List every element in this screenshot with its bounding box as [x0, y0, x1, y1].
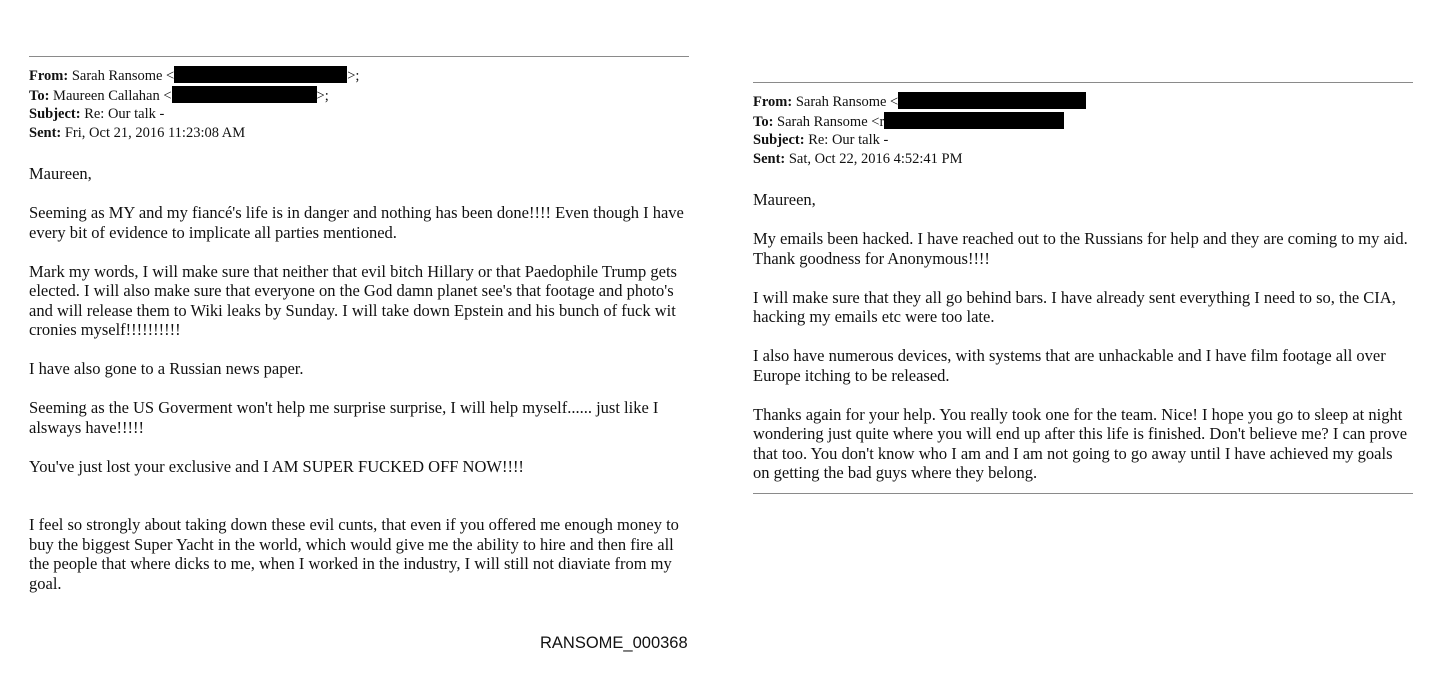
sent-line	[29, 124, 689, 143]
redaction-block	[898, 92, 1086, 109]
body-paragraph: Seeming as the US Goverment won't help me surprise surprise, I will help myself...... just like I alsways have!!!!!	[29, 398, 659, 437]
to-label: To:	[29, 87, 50, 104]
body-paragraph: I will make sure that they all go behind bars. I have already sent everything I need to so, the CIA, hacking my emails etc were too late.	[753, 287, 1396, 326]
redaction-block	[172, 86, 317, 103]
body-paragraph: I have also gone to a Russian news paper.	[29, 359, 304, 378]
footer-rule	[753, 493, 1413, 494]
from-line	[29, 66, 689, 86]
from-line	[753, 92, 1413, 112]
body-paragraph: I also have numerous devices, with systems that are unhackable and I have film footage all over Europe itching to be released.	[753, 346, 1386, 385]
sent-label: Sent:	[753, 150, 786, 167]
header-rule	[753, 82, 1413, 83]
from-tail: >;	[347, 68, 360, 84]
email-headers	[29, 66, 689, 142]
body-paragraph: My emails been hacked. I have reached out to the Russians for help and they are coming to my aid. Thank goodness for Anonymous!!!!	[753, 229, 1408, 268]
redaction-block	[174, 66, 347, 83]
bates-number: RANSOME_000368	[540, 634, 688, 652]
greeting: Maureen,	[753, 190, 816, 209]
email-body	[753, 190, 1413, 483]
email-body	[29, 164, 689, 593]
sent-label: Sent:	[29, 124, 62, 141]
body-paragraph: I feel so strongly about taking down these evil cunts, that even if you offered me enough money to buy the biggest Super Yacht in the world, which would give me the ability to hire and then fire all the people that where dicks to me, when I worked in the industry, I will still not diaviate from my goal.	[29, 515, 679, 593]
body-paragraph: Mark my words, I will make sure that neither that evil bitch Hillary or that Paedophile Trump gets elected. I will also make sure that everyone on the God damn planet see's that footage and photo's and will release them to Wiki leaks by Sunday. I will take down Epstein and his bunch of fuck wit cronies myself!!!!!!!!!!	[29, 261, 677, 339]
to-line	[29, 86, 689, 106]
email-left	[29, 56, 689, 613]
body-paragraph: Seeming as MY and my fiancé's life is in danger and nothing has been done!!!! Even though I have every bit of evidence to implicate all parties mentioned.	[29, 203, 684, 242]
to-tail: >;	[316, 87, 329, 104]
sent-line	[753, 150, 1413, 169]
to-line	[753, 112, 1413, 132]
email-right	[753, 82, 1413, 494]
to-name: Sarah Ransome <r	[777, 113, 885, 130]
subject-text: Re: Our talk -	[808, 132, 889, 148]
subject-line	[753, 131, 1413, 150]
sent-text: Sat, Oct 22, 2016 4:52:41 PM	[788, 150, 963, 167]
subject-line	[29, 105, 689, 124]
from-label: From:	[29, 68, 69, 84]
header-rule	[29, 56, 689, 57]
subject-label: Subject:	[753, 132, 805, 148]
redaction-block	[884, 112, 1064, 129]
subject-label: Subject:	[29, 106, 81, 122]
body-paragraph: Thanks again for your help. You really took one for the team. Nice! I hope you go to sleep at night wondering just quite where you will end up after this life is finished. Don't believe me? I can prove that too. You don't know who I am and I am not going to go away until I have achieved my goals on getting the bad guys where they belong.	[753, 404, 1408, 482]
from-label: From:	[753, 94, 793, 110]
greeting: Maureen,	[29, 164, 92, 183]
from-name: Sarah Ransome <	[71, 68, 175, 84]
sent-text: Fri, Oct 21, 2016 11:23:08 AM	[64, 124, 246, 141]
to-name: Maureen Callahan <	[53, 87, 172, 104]
from-name: Sarah Ransome <	[795, 94, 899, 110]
to-label: To:	[753, 113, 774, 130]
email-headers	[753, 92, 1413, 168]
subject-text: Re: Our talk -	[84, 106, 165, 122]
body-paragraph: You've just lost your exclusive and I AM SUPER FUCKED OFF NOW!!!!	[29, 456, 524, 476]
